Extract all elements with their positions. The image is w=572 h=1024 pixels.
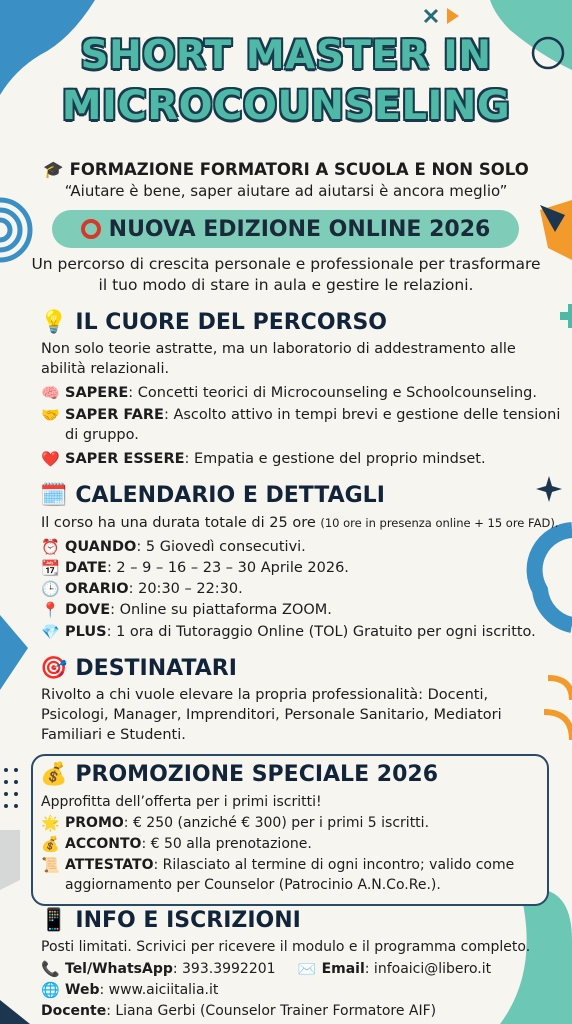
list-item: ❤️ SAPER ESSERE: Empatia e gestione del proprio mindset. — [41, 450, 486, 468]
brain-icon: 🧠 — [41, 384, 60, 402]
list-item: 💎 PLUS: 1 ora di Tutoraggio Online (TOL) Gratuito per ogni iscritto. — [41, 623, 536, 641]
calendario-text: Il corso ha una durata totale di 25 ore (10 ore in presenza online + 15 ore FAD). — [41, 515, 559, 531]
graduation-cap-icon: 🎓 — [43, 160, 64, 179]
email-link[interactable]: Email: infoaici@libero.it — [321, 961, 492, 977]
phone-icon: 📱 — [40, 908, 68, 933]
web-link[interactable]: Web: www.aiciitalia.it — [65, 982, 219, 998]
edition-text: NUOVA EDIZIONE ONLINE 2026 — [108, 216, 491, 242]
list-item: 🌟 PROMO: € 250 (anziché € 300) per i primi 5 iscritti. — [41, 814, 430, 832]
calendar-icon: 🗓️ — [40, 483, 68, 508]
heart-icon: ❤️ — [41, 450, 60, 468]
quote: “Aiutare è bene, saper aiutare ad aiutarsi è ancora meglio” — [64, 182, 508, 200]
clock-icon: 🕒 — [41, 580, 60, 598]
list-item: 🧠 SAPERE: Concetti teorici di Microcounseling e Schoolcounseling. — [41, 384, 537, 402]
cuore-text: Non solo teorie astratte, ma un laboratorio di addestramento alle abilità relazionali. — [41, 341, 516, 377]
handshake-icon: 🤝 — [41, 406, 60, 424]
section-heading-cuore — [40, 310, 387, 335]
section-heading-promozione — [40, 762, 438, 787]
list-item: 📆 DATE: 2 – 9 – 16 – 23 – 30 Aprile 2026. — [41, 559, 349, 577]
list-item: ⏰ QUANDO: 5 Giovedì consecutivi. — [41, 538, 306, 556]
diamond-icon: 💎 — [41, 623, 60, 641]
edition-banner — [52, 210, 519, 248]
heading-text: PROMOZIONE SPECIALE 2026 — [75, 762, 438, 787]
section-heading-calendario — [40, 483, 385, 508]
money-bag-icon: 💰 — [40, 762, 68, 787]
lightbulb-icon: 💡 — [40, 310, 68, 335]
web-row — [41, 980, 561, 1000]
tel-link[interactable]: Tel/WhatsApp: 393.3992201 — [65, 961, 276, 977]
circle-icon — [81, 219, 101, 239]
star-icon: 🌟 — [41, 814, 60, 832]
subtitle — [0, 160, 572, 180]
heading-text: INFO E ISCRIZIONI — [75, 908, 301, 933]
docente-row: Docente: Liana Gerbi (Counselor Trainer Formatore AIF) — [41, 1003, 437, 1019]
telephone-icon: 📞 — [41, 960, 60, 978]
pin-icon: 📍 — [41, 601, 60, 619]
alarm-clock-icon: ⏰ — [41, 538, 60, 556]
title-line-2: MICROCOUNSELING — [61, 83, 511, 129]
list-item: 📍 DOVE: Online su piattaforma ZOOM. — [41, 601, 332, 619]
money-bag-icon: 💰 — [41, 835, 60, 853]
heading-text: CALENDARIO E DETTAGLI — [75, 483, 385, 508]
intro-text: Un percorso di crescita personale e professionale per trasformare il tuo modo di stare in aula e gestire le relazioni. — [31, 255, 541, 294]
scroll-icon: 📜 — [41, 856, 60, 874]
subtitle-text: FORMAZIONE FORMATORI A SCUOLA E NON SOLO — [69, 160, 529, 179]
heading-text: DESTINATARI — [75, 656, 237, 681]
list-item: 🕒 ORARIO: 20:30 – 22:30. — [41, 580, 243, 598]
heading-text: IL CUORE DEL PERCORSO — [75, 310, 388, 335]
promo-text: Approfitta dell’offerta per i primi iscritti! — [41, 794, 322, 810]
envelope-icon: ✉️ — [297, 960, 317, 978]
list-item: 🤝 SAPER FARE: Ascolto attivo in tempi brevi e gestione delle tensioni di gruppo. — [41, 406, 561, 443]
section-heading-info — [40, 908, 301, 933]
info-text: Posti limitati. Scrivici per ricevere il modulo e il programma completo. — [41, 939, 531, 955]
globe-icon: 🌐 — [41, 981, 60, 999]
list-item: 📜 ATTESTATO: Rilasciato al termine di ogni incontro; valido come aggiornamento per Counselor (Patrocinio A.N.Co.Re.). — [41, 856, 515, 893]
title-line-1: SHORT MASTER IN — [80, 33, 492, 78]
list-item: 💰 ACCONTO: € 50 alla prenotazione. — [41, 835, 312, 853]
section-heading-destinatari — [40, 656, 237, 681]
calendar-date-icon: 📆 — [41, 559, 60, 577]
target-icon: 🎯 — [40, 656, 68, 681]
destinatari-text: Rivolto a chi vuole elevare la propria professionalità: Docenti, Psicologi, Manager, Imprenditori, Personale Sanitario, Mediatori Familiari e Studenti. — [41, 687, 502, 743]
contacts-row — [41, 959, 561, 979]
